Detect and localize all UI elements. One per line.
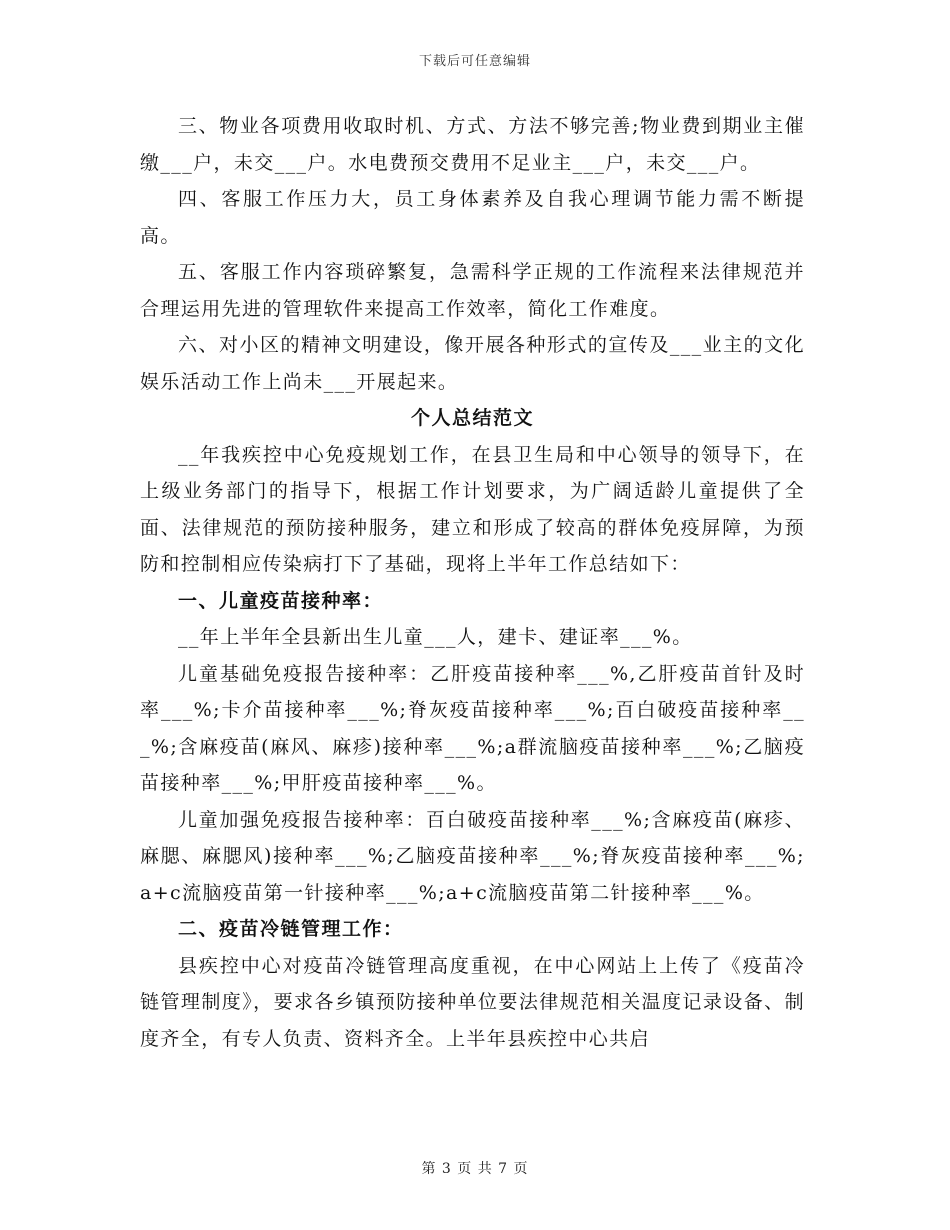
paragraph-booster-immunization: 儿童加强免疫报告接种率：百白破疫苗接种率___%;含麻疫苗(麻疹、麻腮、麻腮风)接种率___%;乙脑疫苗接种率___%;脊灰疫苗接种率___%;a+c流脑疫苗第一针接种率___%;a+c流脑疫苗第二针接种率___%。 xyxy=(140,808,805,904)
section-title: 个人总结范文 xyxy=(410,407,534,429)
page-header: 下载后可任意编辑 xyxy=(418,54,531,69)
paragraph-fees: 三、物业各项费用收取时机、方式、方法不够完善;物业费到期业主催缴___户，未交___户。水电费预交费用不足业主___户，未交___户。 xyxy=(140,115,805,174)
heading-vaccination-rate: 一、儿童疫苗接种率： xyxy=(178,589,384,612)
paragraph-newborn: __年上半年全县新出生儿童___人，建卡、建证率___%。 xyxy=(178,626,693,648)
paragraph-intro: __年我疾控中心免疫规划工作，在县卫生局和中心领导的领导下，在上级业务部门的指导下，根据工作计划要求，为广阔适龄儿童提供了全面、法律规范的预防接种服务，建立和形成了较高的群体免疫屏障，为预防和控制相应传染病打下了基础，现将上半年工作总结如下： xyxy=(140,443,805,575)
paragraph-pressure: 四、客服工作压力大，员工身体素养及自我心理调节能力需不断提高。 xyxy=(140,188,805,247)
document-body xyxy=(140,108,805,1057)
paragraph-workflow: 五、客服工作内容琐碎繁复，急需科学正规的工作流程来法律规范并合理运用先进的管理软件来提高工作效率，简化工作难度。 xyxy=(140,261,805,320)
paragraph-cold-chain: 县疾控中心对疫苗冷链管理高度重视，在中心网站上上传了《疫苗冷链管理制度》，要求各乡镇预防接种单位要法律规范相关温度记录设备、制度齐全，有专人负责、资料齐全。上半年县疾控中心共启 xyxy=(140,954,805,1050)
paragraph-civilization: 六、对小区的精神文明建设，像开展各种形式的宣传及___业主的文化娱乐活动工作上尚未___开展起来。 xyxy=(140,334,805,393)
paragraph-basic-immunization: 儿童基础免疫报告接种率：乙肝疫苗接种率___%,乙肝疫苗首针及时率___%;卡介苗接种率___%;脊灰疫苗接种率___%;百白破疫苗接种率___%;含麻疫苗(麻风、麻疹)接种率___%;a群流脑疫苗接种率___%;乙脑疫苗接种率___%;甲肝疫苗接种率___%。 xyxy=(140,662,805,794)
page-footer: 第 3 页 共 7 页 xyxy=(421,1161,529,1177)
heading-cold-chain: 二、疫苗冷链管理工作： xyxy=(178,918,404,940)
